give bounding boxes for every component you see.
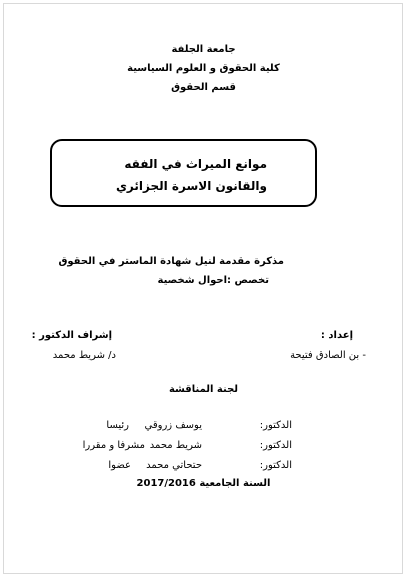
department-name: قسم الحقوق bbox=[171, 82, 236, 93]
member-1-name: يوسف زروقي bbox=[144, 420, 202, 431]
thesis-title-box bbox=[50, 139, 317, 207]
thesis-description: مذكرة مقدمة لنيل شهادة الماستر في الحقوق bbox=[58, 256, 284, 267]
member-2-title: الدكتور: bbox=[259, 440, 292, 451]
supervision-label: إشراف الدكتور : bbox=[31, 330, 112, 341]
member-1-title: الدكتور: bbox=[259, 420, 292, 431]
prepared-by-label: إعداد : bbox=[320, 330, 353, 341]
faculty-name: كلية الحقوق و العلوم السياسية bbox=[127, 63, 280, 74]
member-3-role: عضوا bbox=[108, 460, 131, 471]
supervisor-name: د/ شريط محمد bbox=[52, 350, 116, 361]
member-1-role: رئيسا bbox=[106, 420, 129, 431]
committee-heading: لجنة المناقشة bbox=[168, 384, 239, 395]
member-3-title: الدكتور: bbox=[259, 460, 292, 471]
thesis-title-line-1: موانع الميراث في الفقه bbox=[124, 157, 267, 171]
member-2-role: مشرفا و مقررا bbox=[82, 440, 145, 451]
member-2-name: شريط محمد bbox=[149, 440, 202, 451]
thesis-specialty: تخصص :احوال شخصية bbox=[157, 275, 269, 286]
thesis-title-line-2: والقانون الاسرة الجزائري bbox=[115, 179, 267, 193]
member-3-name: حتحاتي محمد bbox=[146, 460, 202, 471]
academic-year: السنة الجامعية 2017/2016 bbox=[136, 478, 271, 489]
student-name: - بن الصادق فتيحة bbox=[290, 350, 366, 361]
university-name: جامعة الجلفة bbox=[171, 44, 236, 55]
